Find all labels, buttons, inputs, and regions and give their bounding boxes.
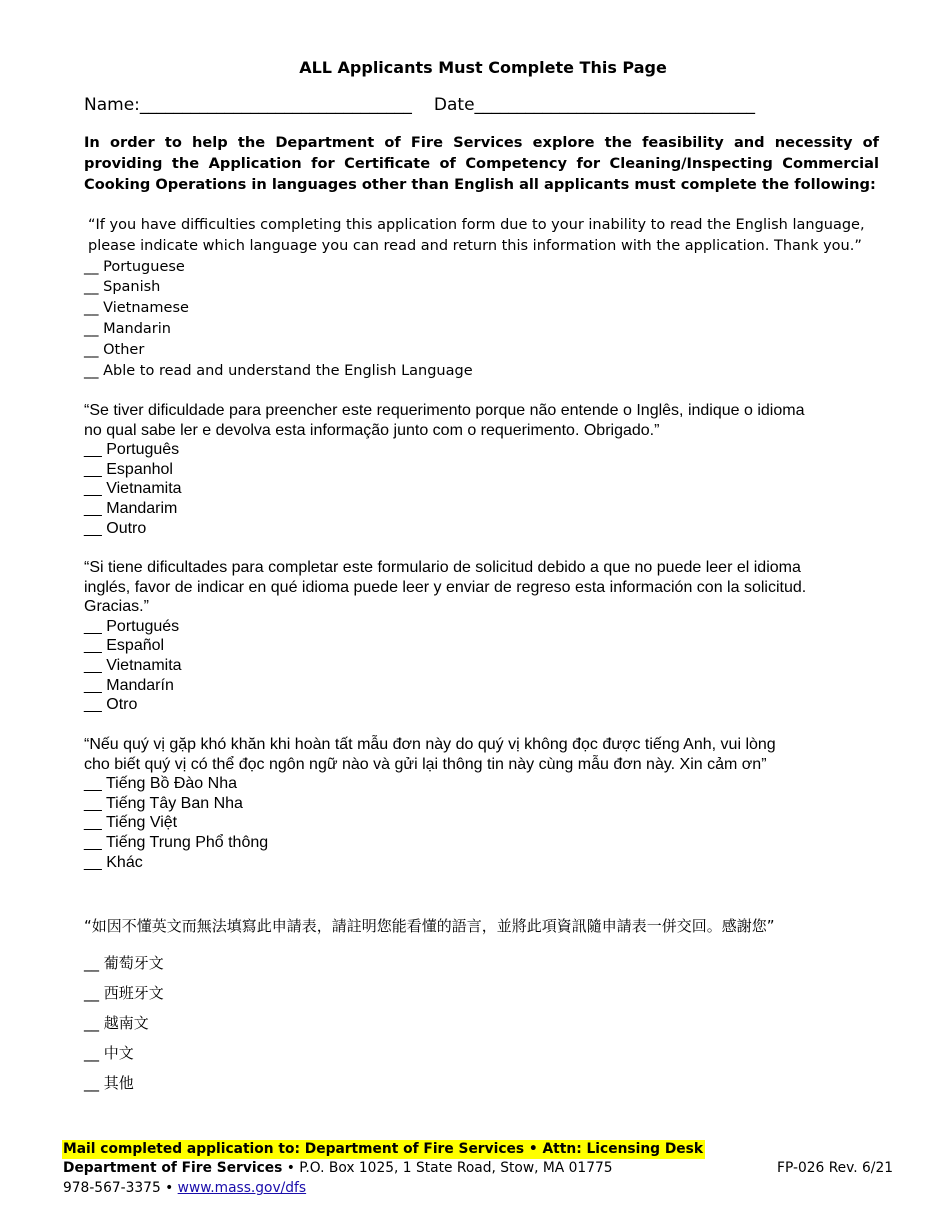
option-english[interactable]: __ Able to read and understand the English Language (84, 362, 473, 379)
option-khac[interactable]: __ Khác (84, 853, 143, 871)
option-spanish[interactable]: __ Spanish (84, 279, 161, 296)
option-other[interactable]: __ Other (84, 341, 145, 358)
english-options (84, 257, 884, 382)
name-label: Name: (84, 95, 140, 115)
form-code: FP-026 Rev. 6/21 (777, 1160, 893, 1176)
english-prompt: “If you have difficulties completing this application form due to your inability to read the English language, please indicate which language you can read and return this information with the application. Thank you.” (88, 217, 865, 254)
footer-address (63, 1159, 613, 1178)
footer-contact (63, 1179, 306, 1198)
footer-dept: Department of Fire Services (63, 1160, 283, 1176)
option-mandarim[interactable]: __ Mandarim (84, 499, 178, 517)
option-espanol[interactable]: __ Español (84, 637, 165, 655)
option-other-zh[interactable]: __ 其他 (84, 1074, 134, 1092)
footer-phone: 978-567-3375 • (63, 1180, 178, 1196)
vietnamese-prompt: “Nếu quý vị gặp khó khăn khi hoàn tất mẫu đơn này do quý vị không đọc được tiếng Anh, vui lòng cho biết quý vị có thể đọc ngôn ngữ nào và gửi lại thông tin này cùng mẫu đơn này. Xin cảm ơn” (84, 736, 776, 773)
option-tieng-viet[interactable]: __ Tiếng Việt (84, 814, 178, 832)
option-espanhol[interactable]: __ Espanhol (84, 460, 173, 478)
option-portugues[interactable]: __ Português (84, 441, 180, 459)
option-outro[interactable]: __ Outro (84, 519, 147, 537)
date-field[interactable]: _________________________________ (474, 95, 756, 115)
option-vietnamita[interactable]: __ Vietnamita (84, 480, 182, 498)
name-field[interactable]: ________________________________ (139, 95, 412, 115)
option-spanish-zh[interactable]: __ 西班牙文 (84, 984, 164, 1002)
spanish-prompt: “Si tiene dificultades para completar este formulario de solicitud debido a que no puede leer el idioma inglés, favor de indicar en qué idioma puede leer y enviar de regreso esta información con la solicitud. Gracias.” (84, 559, 807, 616)
portuguese-section (84, 401, 814, 538)
option-mandarin-es[interactable]: __ Mandarín (84, 676, 174, 694)
option-trung-pho-thong[interactable]: __ Tiếng Trung Phổ thông (84, 833, 269, 851)
option-portuguese[interactable]: __ Portuguese (84, 258, 185, 275)
option-portuguese-zh[interactable]: __ 葡萄牙文 (84, 954, 164, 972)
footer-address-text: • P.O. Box 1025, 1 State Road, Stow, MA 01775 (282, 1160, 613, 1176)
english-section (84, 215, 884, 381)
option-otro[interactable]: __ Otro (84, 696, 138, 714)
option-tay-ban-nha[interactable]: __ Tiếng Tây Ban Nha (84, 794, 243, 812)
chinese-prompt: “如因不懂英文而無法填寫此申請表，請註明您能看懂的語言，並將此項資訊隨申請表一併交回。感謝您” (84, 917, 775, 935)
page-title: ALL Applicants Must Complete This Page (299, 58, 667, 77)
option-vietnamese[interactable]: __ Vietnamese (84, 300, 189, 317)
vietnamese-section (84, 735, 804, 872)
portuguese-options (84, 440, 814, 538)
option-portugues-es[interactable]: __ Portugués (84, 617, 180, 635)
spanish-section (84, 558, 814, 715)
chinese-options (84, 948, 824, 1098)
chinese-section (84, 914, 824, 1098)
name-date-line (84, 95, 755, 115)
option-chinese-zh[interactable]: __ 中文 (84, 1044, 134, 1062)
option-bo-dao-nha[interactable]: __ Tiếng Bồ Đào Nha (84, 775, 237, 793)
option-vietnamita-es[interactable]: __ Vietnamita (84, 656, 182, 674)
date-label: Date (433, 95, 475, 115)
portuguese-prompt: “Se tiver dificuldade para preencher este requerimento porque não entende o Inglês, indique o idioma no qual sabe ler e devolva esta informação junto com o requerimento. Obrigado.” (84, 402, 805, 439)
vietnamese-options (84, 774, 804, 872)
intro-paragraph: In order to help the Department of Fire Services explore the feasibility and necessity of providing the Application for Certificate of Competency for Cleaning/Inspecting Commercial Cooking Operations in languages other than English all applicants must complete the following: (84, 134, 879, 193)
dfs-website-link[interactable]: www.mass.gov/dfs (177, 1180, 307, 1196)
option-vietnamese-zh[interactable]: __ 越南文 (84, 1014, 149, 1032)
mail-notice: Mail completed application to: Department of Fire Services • Attn: Licensing Desk (63, 1141, 704, 1157)
spanish-options (84, 617, 814, 715)
option-mandarin[interactable]: __ Mandarin (84, 320, 171, 337)
